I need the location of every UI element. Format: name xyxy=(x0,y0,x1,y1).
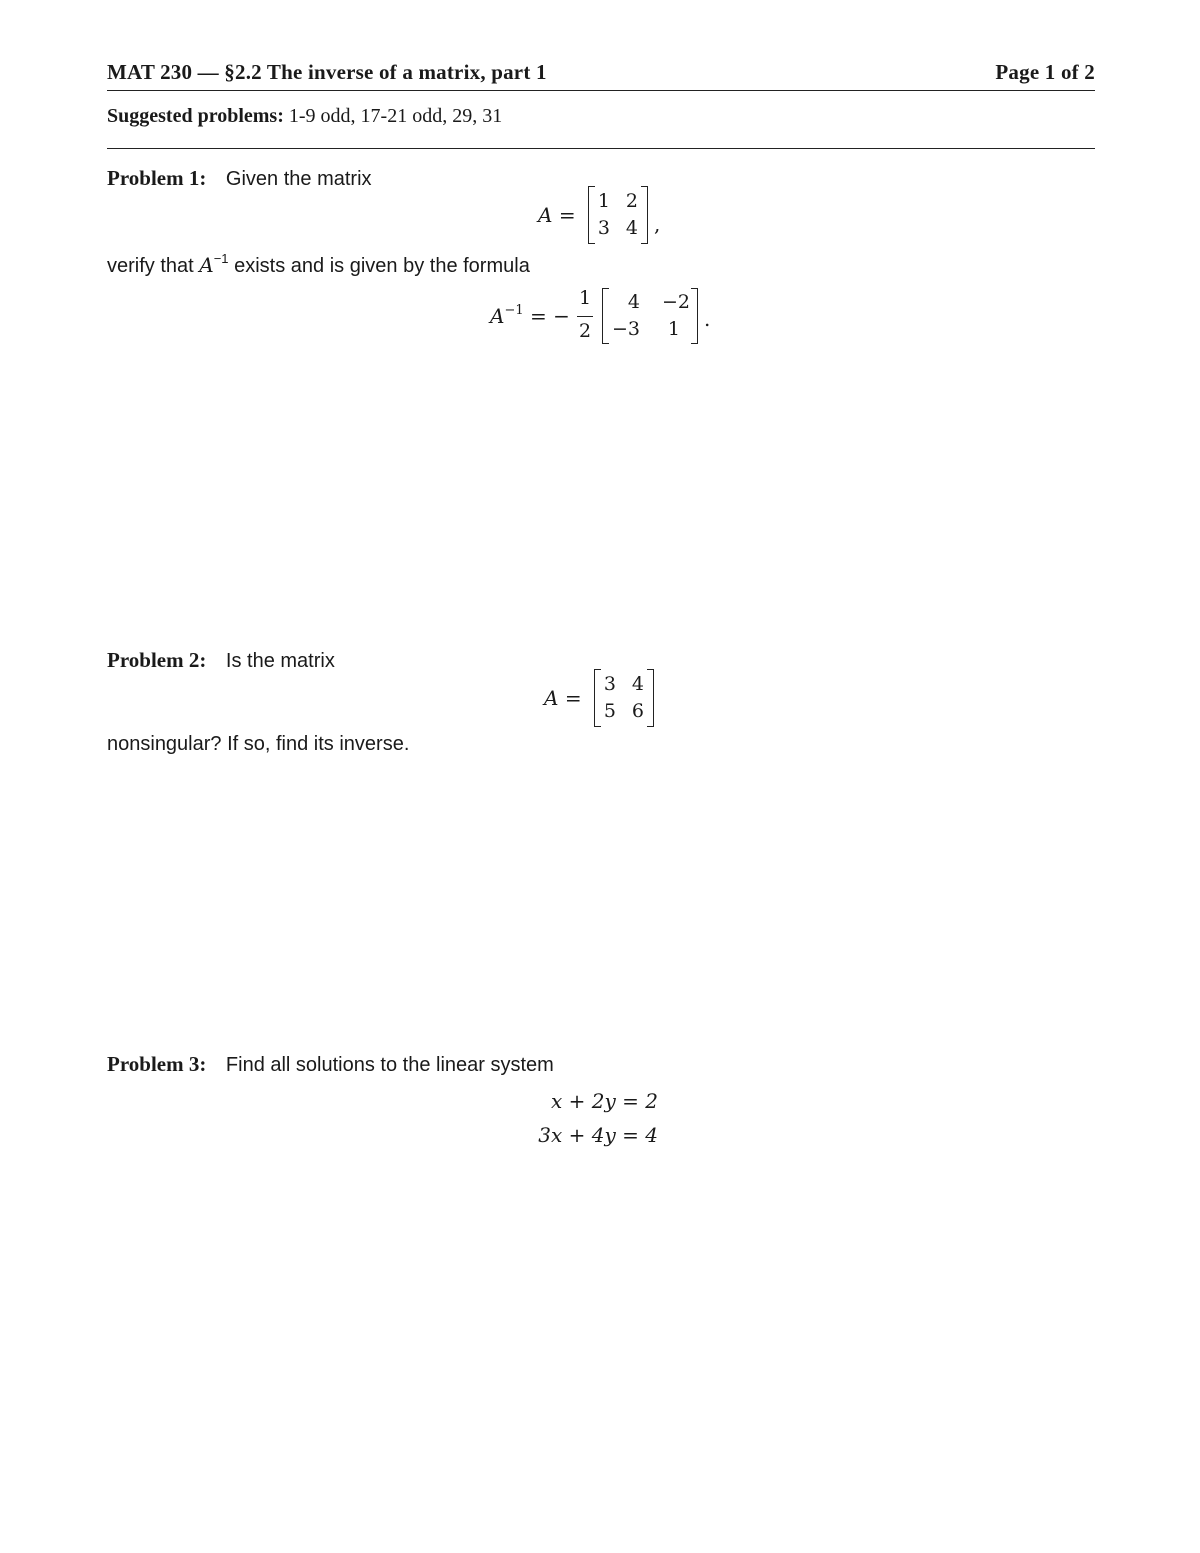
matrix-cell: 4 xyxy=(625,217,638,239)
matrix-cell: 3 xyxy=(603,673,616,695)
fraction-denominator: 2 xyxy=(578,320,592,342)
verify-post: exists and is given by the formula xyxy=(234,255,530,277)
header-rule xyxy=(107,90,1095,91)
problem-1-matrix-lhs xyxy=(538,203,576,227)
matrix-cell: 4 xyxy=(631,673,644,695)
problem-1-heading xyxy=(107,166,372,191)
matrix-cell: 1 xyxy=(597,190,610,212)
suggested-text: 1-9 odd, 17-21 odd, 29, 31 xyxy=(288,105,503,127)
matrix-cell: 5 xyxy=(603,700,616,722)
equation-2: 3x + 4y = 4 xyxy=(538,1123,658,1147)
equals-sign: = xyxy=(564,686,582,710)
fraction-numerator: 1 xyxy=(578,287,592,309)
inverse-sup: −1 xyxy=(504,303,524,318)
matrix-cell: 3 xyxy=(597,217,610,239)
matrix-cell: 4 xyxy=(627,291,640,313)
problem-1-label: Problem 1: xyxy=(107,166,207,190)
inverse-lhs xyxy=(490,304,570,328)
problem-2-intro: Is the matrix xyxy=(225,650,335,672)
inverse-var: A xyxy=(490,304,505,328)
inverse-matrix xyxy=(602,288,698,344)
problem-1-verify xyxy=(107,253,530,278)
verify-pre: verify that xyxy=(107,255,194,277)
problem-2-question: nonsingular? If so, find its inverse. xyxy=(107,733,410,755)
matrix-cell: −3 xyxy=(611,318,640,340)
matrix-name: A xyxy=(538,203,553,227)
comma: , xyxy=(654,212,661,236)
left-bracket xyxy=(594,669,601,727)
period: . xyxy=(704,307,711,331)
right-bracket xyxy=(691,288,698,344)
matrix-name: A xyxy=(544,686,559,710)
page-title: MAT 230 — §2.2 The inverse of a matrix, part 1 xyxy=(107,60,547,84)
problem-2-label: Problem 2: xyxy=(107,648,207,672)
problem-3-heading xyxy=(107,1052,554,1077)
problem-1-intro: Given the matrix xyxy=(225,168,372,190)
suggested-problems xyxy=(107,105,502,128)
page-number: Page 1 of 2 xyxy=(995,60,1095,84)
section-rule xyxy=(107,148,1095,149)
right-bracket xyxy=(647,669,654,727)
problem-2-heading xyxy=(107,648,335,673)
suggested-label: Suggested problems: xyxy=(107,105,284,127)
left-bracket xyxy=(602,288,609,344)
matrix-cell: −2 xyxy=(661,291,690,313)
left-bracket xyxy=(588,186,595,244)
problem-3-intro: Find all solutions to the linear system xyxy=(225,1054,554,1076)
problem-1-matrix xyxy=(588,186,648,244)
equation-1: x + 2y = 2 xyxy=(551,1089,658,1113)
problem-3-label: Problem 3: xyxy=(107,1052,207,1076)
inverse-equals: = − xyxy=(529,304,570,328)
matrix-cell: 1 xyxy=(667,318,680,340)
matrix-cell: 6 xyxy=(631,700,644,722)
verify-var: A xyxy=(199,253,214,277)
right-bracket xyxy=(641,186,648,244)
matrix-cell: 2 xyxy=(625,190,638,212)
problem-2-matrix xyxy=(594,669,654,727)
equals-sign: = xyxy=(558,203,576,227)
verify-sup: −1 xyxy=(213,251,229,266)
fraction-bar xyxy=(577,316,593,317)
problem-2-matrix-lhs xyxy=(544,686,582,710)
